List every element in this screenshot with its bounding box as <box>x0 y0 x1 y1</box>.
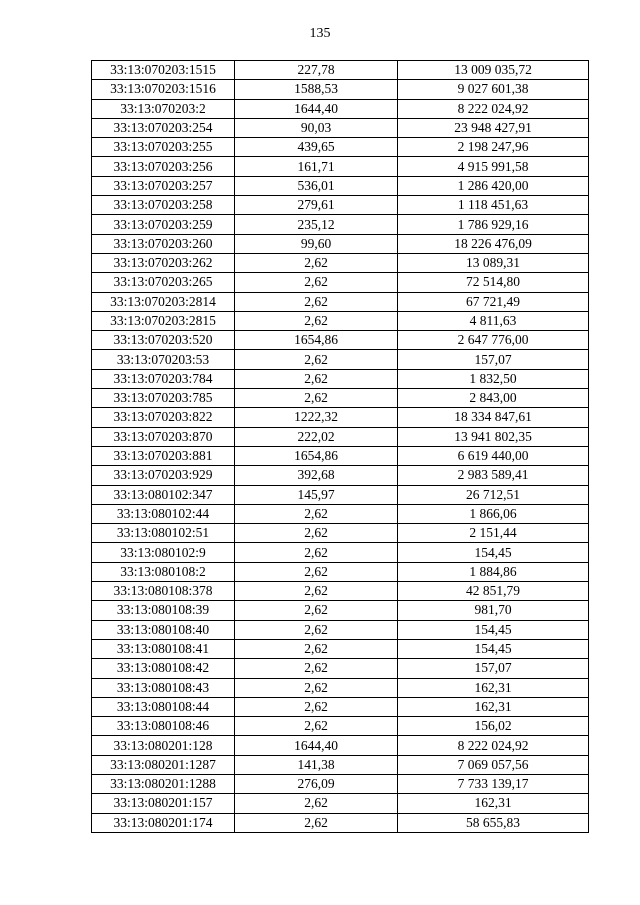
cadastral-number-cell: 33:13:080201:1288 <box>92 774 235 793</box>
cadastral-value-cell: 1 118 451,63 <box>398 196 589 215</box>
cadastral-number-cell: 33:13:080102:9 <box>92 543 235 562</box>
table-row <box>92 196 589 215</box>
area-cell: 2,62 <box>235 659 398 678</box>
table-row <box>92 466 589 485</box>
area-cell: 1588,53 <box>235 80 398 99</box>
cadastral-value-cell: 13 941 802,35 <box>398 427 589 446</box>
cadastral-value-cell: 2 198 247,96 <box>398 138 589 157</box>
area-cell: 279,61 <box>235 196 398 215</box>
cadastral-number-cell: 33:13:070203:255 <box>92 138 235 157</box>
area-cell: 2,62 <box>235 678 398 697</box>
table-row <box>92 389 589 408</box>
cadastral-value-cell: 981,70 <box>398 601 589 620</box>
area-cell: 2,62 <box>235 794 398 813</box>
cadastral-value-cell: 154,45 <box>398 620 589 639</box>
cadastral-number-cell: 33:13:080201:174 <box>92 813 235 832</box>
area-cell: 2,62 <box>235 292 398 311</box>
area-cell: 2,62 <box>235 562 398 581</box>
table-row <box>92 601 589 620</box>
table-row <box>92 138 589 157</box>
cadastral-value-table <box>91 60 589 833</box>
cadastral-value-cell: 2 151,44 <box>398 524 589 543</box>
cadastral-value-cell: 26 712,51 <box>398 485 589 504</box>
cadastral-number-cell: 33:13:070203:265 <box>92 273 235 292</box>
cadastral-value-cell: 2 983 589,41 <box>398 466 589 485</box>
table-row <box>92 273 589 292</box>
cadastral-value-cell: 162,31 <box>398 697 589 716</box>
cadastral-number-cell: 33:13:070203:2 <box>92 99 235 118</box>
cadastral-value-cell: 9 027 601,38 <box>398 80 589 99</box>
cadastral-value-cell: 154,45 <box>398 543 589 562</box>
table-row <box>92 755 589 774</box>
table-row <box>92 813 589 832</box>
area-cell: 2,62 <box>235 601 398 620</box>
cadastral-number-cell: 33:13:070203:257 <box>92 176 235 195</box>
cadastral-number-cell: 33:13:080102:347 <box>92 485 235 504</box>
area-cell: 222,02 <box>235 427 398 446</box>
table-row <box>92 292 589 311</box>
cadastral-number-cell: 33:13:070203:870 <box>92 427 235 446</box>
cadastral-number-cell: 33:13:080201:128 <box>92 736 235 755</box>
cadastral-number-cell: 33:13:070203:929 <box>92 466 235 485</box>
area-cell: 536,01 <box>235 176 398 195</box>
cadastral-value-cell: 42 851,79 <box>398 582 589 601</box>
table-row <box>92 234 589 253</box>
table-row <box>92 446 589 465</box>
area-cell: 90,03 <box>235 118 398 137</box>
table-row <box>92 331 589 350</box>
cadastral-value-cell: 157,07 <box>398 350 589 369</box>
cadastral-value-cell: 7 733 139,17 <box>398 774 589 793</box>
table-row <box>92 80 589 99</box>
table-row <box>92 369 589 388</box>
area-cell: 2,62 <box>235 697 398 716</box>
cadastral-number-cell: 33:13:080108:2 <box>92 562 235 581</box>
table-row <box>92 311 589 330</box>
cadastral-number-cell: 33:13:080108:378 <box>92 582 235 601</box>
area-cell: 1654,86 <box>235 446 398 465</box>
cadastral-value-cell: 8 222 024,92 <box>398 99 589 118</box>
table-row <box>92 524 589 543</box>
table-row <box>92 118 589 137</box>
area-cell: 1644,40 <box>235 99 398 118</box>
cadastral-value-cell: 2 647 776,00 <box>398 331 589 350</box>
table-row <box>92 659 589 678</box>
table-row <box>92 99 589 118</box>
area-cell: 2,62 <box>235 620 398 639</box>
cadastral-number-cell: 33:13:080102:51 <box>92 524 235 543</box>
cadastral-number-cell: 33:13:070203:785 <box>92 389 235 408</box>
cadastral-value-cell: 6 619 440,00 <box>398 446 589 465</box>
table-row <box>92 717 589 736</box>
cadastral-number-cell: 33:13:080201:1287 <box>92 755 235 774</box>
area-cell: 145,97 <box>235 485 398 504</box>
area-cell: 2,62 <box>235 504 398 523</box>
area-cell: 1222,32 <box>235 408 398 427</box>
cadastral-value-cell: 18 226 476,09 <box>398 234 589 253</box>
cadastral-number-cell: 33:13:070203:259 <box>92 215 235 234</box>
cadastral-number-cell: 33:13:080108:43 <box>92 678 235 697</box>
cadastral-number-cell: 33:13:070203:2814 <box>92 292 235 311</box>
cadastral-value-cell: 1 866,06 <box>398 504 589 523</box>
cadastral-value-cell: 162,31 <box>398 794 589 813</box>
cadastral-value-cell: 156,02 <box>398 717 589 736</box>
table-row <box>92 736 589 755</box>
cadastral-number-cell: 33:13:070203:822 <box>92 408 235 427</box>
area-cell: 276,09 <box>235 774 398 793</box>
cadastral-number-cell: 33:13:080108:46 <box>92 717 235 736</box>
cadastral-number-cell: 33:13:070203:1516 <box>92 80 235 99</box>
cadastral-number-cell: 33:13:070203:784 <box>92 369 235 388</box>
area-cell: 2,62 <box>235 524 398 543</box>
cadastral-value-cell: 154,45 <box>398 639 589 658</box>
table-row <box>92 427 589 446</box>
table-row <box>92 61 589 80</box>
cadastral-value-cell: 58 655,83 <box>398 813 589 832</box>
cadastral-number-cell: 33:13:080108:40 <box>92 620 235 639</box>
table-row <box>92 350 589 369</box>
table-row <box>92 774 589 793</box>
area-cell: 161,71 <box>235 157 398 176</box>
cadastral-number-cell: 33:13:070203:2815 <box>92 311 235 330</box>
cadastral-value-cell: 1 884,86 <box>398 562 589 581</box>
area-cell: 235,12 <box>235 215 398 234</box>
cadastral-number-cell: 33:13:070203:881 <box>92 446 235 465</box>
area-cell: 2,62 <box>235 311 398 330</box>
table-row <box>92 794 589 813</box>
cadastral-value-cell: 2 843,00 <box>398 389 589 408</box>
table-row <box>92 253 589 272</box>
area-cell: 2,62 <box>235 813 398 832</box>
table-row <box>92 543 589 562</box>
cadastral-number-cell: 33:13:070203:1515 <box>92 61 235 80</box>
cadastral-value-cell: 18 334 847,61 <box>398 408 589 427</box>
cadastral-value-cell: 23 948 427,91 <box>398 118 589 137</box>
cadastral-number-cell: 33:13:070203:262 <box>92 253 235 272</box>
cadastral-number-cell: 33:13:070203:254 <box>92 118 235 137</box>
cadastral-number-cell: 33:13:080108:44 <box>92 697 235 716</box>
cadastral-value-cell: 1 286 420,00 <box>398 176 589 195</box>
area-cell: 2,62 <box>235 543 398 562</box>
table-row <box>92 157 589 176</box>
area-cell: 2,62 <box>235 350 398 369</box>
area-cell: 141,38 <box>235 755 398 774</box>
cadastral-number-cell: 33:13:080102:44 <box>92 504 235 523</box>
area-cell: 439,65 <box>235 138 398 157</box>
cadastral-number-cell: 33:13:070203:258 <box>92 196 235 215</box>
cadastral-number-cell: 33:13:070203:520 <box>92 331 235 350</box>
area-cell: 2,62 <box>235 253 398 272</box>
cadastral-number-cell: 33:13:070203:53 <box>92 350 235 369</box>
cadastral-value-cell: 8 222 024,92 <box>398 736 589 755</box>
table-row <box>92 504 589 523</box>
cadastral-number-cell: 33:13:080201:157 <box>92 794 235 813</box>
cadastral-number-cell: 33:13:080108:41 <box>92 639 235 658</box>
area-cell: 2,62 <box>235 369 398 388</box>
area-cell: 2,62 <box>235 639 398 658</box>
area-cell: 392,68 <box>235 466 398 485</box>
cadastral-number-cell: 33:13:070203:256 <box>92 157 235 176</box>
cadastral-number-cell: 33:13:080108:39 <box>92 601 235 620</box>
area-cell: 99,60 <box>235 234 398 253</box>
area-cell: 2,62 <box>235 273 398 292</box>
cadastral-number-cell: 33:13:080108:42 <box>92 659 235 678</box>
cadastral-value-cell: 4 811,63 <box>398 311 589 330</box>
cadastral-value-cell: 1 786 929,16 <box>398 215 589 234</box>
area-cell: 2,62 <box>235 582 398 601</box>
area-cell: 227,78 <box>235 61 398 80</box>
cadastral-value-cell: 67 721,49 <box>398 292 589 311</box>
cadastral-value-cell: 13 089,31 <box>398 253 589 272</box>
cadastral-value-cell: 162,31 <box>398 678 589 697</box>
cadastral-value-cell: 4 915 991,58 <box>398 157 589 176</box>
area-cell: 1644,40 <box>235 736 398 755</box>
table-row <box>92 582 589 601</box>
table-row <box>92 408 589 427</box>
table-row <box>92 697 589 716</box>
table-row <box>92 678 589 697</box>
table-row <box>92 639 589 658</box>
page-number: 135 <box>309 26 331 41</box>
area-cell: 1654,86 <box>235 331 398 350</box>
table-row <box>92 562 589 581</box>
cadastral-value-cell: 13 009 035,72 <box>398 61 589 80</box>
table-row <box>92 215 589 234</box>
table-row <box>92 176 589 195</box>
table-row <box>92 620 589 639</box>
cadastral-value-cell: 7 069 057,56 <box>398 755 589 774</box>
cadastral-number-cell: 33:13:070203:260 <box>92 234 235 253</box>
cadastral-value-cell: 157,07 <box>398 659 589 678</box>
cadastral-value-cell: 1 832,50 <box>398 369 589 388</box>
area-cell: 2,62 <box>235 717 398 736</box>
table-row <box>92 485 589 504</box>
cadastral-value-cell: 72 514,80 <box>398 273 589 292</box>
area-cell: 2,62 <box>235 389 398 408</box>
table-body <box>92 61 589 833</box>
